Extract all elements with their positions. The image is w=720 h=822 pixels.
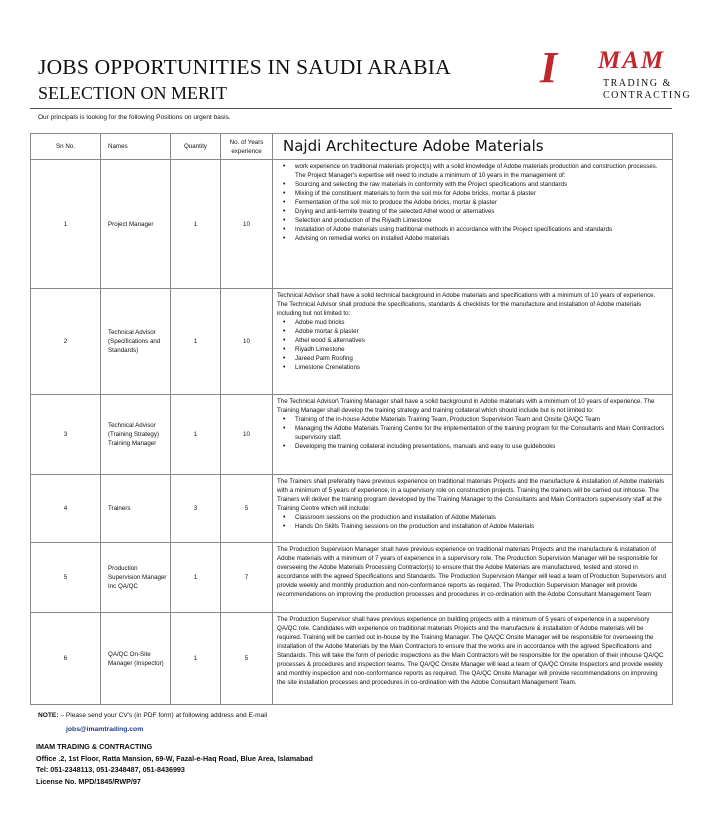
row-experience: 5 [221,475,273,543]
header [38,54,451,104]
row-quantity: 1 [171,613,221,705]
desc-bullet: • Adobe mortar & plaster [287,327,666,336]
row-quantity: 1 [171,289,221,395]
logo-line3: CONTRACTING [603,90,692,101]
row-description [273,543,673,613]
note [38,712,267,719]
page-subtitle: SELECTION ON MERIT [38,83,227,103]
desc-bullet: • Training of the in-house Adobe Materials Training Team, Production Supervision Team and Onsite QA/QC Team [287,415,666,424]
row-quantity: 3 [171,475,221,543]
page-title: JOBS OPPORTUNITIES IN SAUDI ARABIA [38,55,451,79]
desc-intro: Technical Advisor shall have a solid technical background in Adobe materials and specifications with a minimum of 10 years of experience. The Technical Advisor shall produce the specifications, standards & checklists for the manufacture and installation of Adobe materials including but not limited to: [277,292,656,317]
note-text: – Please send your CV's (in PDF form) at following address and E-mail [58,712,268,719]
row-experience: 10 [221,160,273,289]
row-name: Trainers [101,475,171,543]
table-row [31,543,673,613]
table-row [31,160,673,289]
desc-bullet: • Mixing of the constituent materials to form the soil mix for Adobe bricks, mortar & plaster [287,189,666,198]
desc-bullet: • work experience on traditional materials project(s) with a solid knowledge of Adobe materials production and construction processes. The Project Manager's expertise will need to include a minimum of 10 years in the management of: [287,162,666,180]
row-sn: 2 [31,289,101,395]
desc-intro: The Technical Advisor\ Training Manager shall have a solid background in Adobe materials with a minimum of 10 years of experience. The Training Manager shall develop the training strategy and training collateral which should include but is not limited to: [277,398,655,414]
row-experience: 10 [221,395,273,475]
desc-intro: The Trainers shall preferably have previous experience on traditional materials Projects and the manufacture & installation of Adobe materials with a minimum of 5 years of experience, in a supervisory role on construction projects. Training the trainers will be carried out inhouse. The Trainers will deliver the training program developed by the Training Manager to the Consultants and Main Contractors supervisory staff at the Training Centre which will include: [277,478,664,512]
row-experience: 10 [221,289,273,395]
desc-bullet: • Classroom sessions on the production and installation of Adobe Materials [287,513,666,522]
intro-text: Our principals is looking for the following Positions on urgent basis. [38,114,231,121]
company-license: License No. MPD/1845/RWP/97 [36,776,141,786]
desc-bullet: • Athel wood & alternatives [287,336,666,345]
company-info [36,741,313,787]
row-sn: 6 [31,613,101,705]
table-row [31,475,673,543]
row-quantity: 1 [171,543,221,613]
row-name: QA/QC On-Site Manager (Inspector) [101,613,171,705]
row-sn: 5 [31,543,101,613]
desc-bullet: • Limestone Crenelations [287,363,666,372]
row-name: Technical Advisor (Specifications and Standards) [101,289,171,395]
header-experience: No. of Years experience [221,134,273,160]
desc-bullet: • Jareed Palm Roofing [287,354,666,363]
row-description [273,613,673,705]
row-experience: 7 [221,543,273,613]
desc-bullet: • Managing the Adobe Materials Training Centre for the implementation of the training program for the Consultants and Main Contractors supervisory staff. [287,424,666,442]
logo-mark: I [540,43,558,92]
desc-bullet: • Hands On Skills Training sessions on the production and installation of Adobe Materials [287,522,666,531]
desc-intro: The Production Supervision Manager shall have previous experience on traditional materials Projects and the manufacture & installation of Adobe materials with a minimum of 7 years of experience in a supervisory role. The Production Supervision Manager will be responsible for overseeing the Adobe Materials Processing Contractor(s) to ensure that the Adobe Materials are manufactured, tested and stored in accordance with the agreed Specifications and Standards. The Production Supervision Manger will lead a team of Production Supervisors and provide weekly and monthly production and non-conformance reports as required. The Production Supervision Manager will provide recommendations on improving the production processes and procedures in co-ordination with the Adobe Consultant Management Team [277,546,666,598]
row-description [273,160,673,289]
desc-bullet: • Adobe mud bricks [287,318,666,327]
row-name: Project Manager [101,160,171,289]
row-sn: 1 [31,160,101,289]
row-name: Production Supervision Manager Inc QA/QC [101,543,171,613]
row-sn: 4 [31,475,101,543]
company-name: IMAM TRADING & CONTRACTING [36,742,153,751]
desc-bullet: • Selection and production of the Riyadh Limestone [287,216,666,225]
desc-bullet: • Riyadh Limestone [287,345,666,354]
row-sn: 3 [31,395,101,475]
table-row [31,289,673,395]
desc-bullet: • Sourcing and selecting the raw materials in conformity with the Project specifications and standards [287,180,666,189]
desc-bullet: • Fermentation of the soil mix to produce the Adobe bricks, mortar & plaster [287,198,666,207]
row-name: Technical Advisor (Training Strategy) Training Manager [101,395,171,475]
desc-bullet: • Advising on remedial works on installed Adobe materials [287,234,666,243]
table-header-row [31,134,673,160]
desc-bullet: • Developing the training collateral including presentations, manuals and easy to use guidebooks [287,442,666,451]
header-sn: Sn No. [31,134,101,160]
logo-line2: TRADING & [603,78,672,89]
company-address: Office .2, 1st Floor, Ratta Mansion, 69-W, Fazal-e-Haq Road, Blue Area, Islamabad [36,753,313,763]
header-names: Names [101,134,171,160]
desc-bullet: • Installation of Adobe materials using traditional methods in accordance with the Project specifications and standards [287,225,666,234]
row-quantity: 1 [171,395,221,475]
row-description [273,395,673,475]
row-experience: 5 [221,613,273,705]
email-link[interactable]: jobs@imamtrading.com [66,726,144,733]
logo-name: MAM [598,47,666,74]
desc-bullet: • Drying and anti-termite treating of the selected Athel wood or alternatives [287,207,666,216]
desc-intro: The Production Supervisor shall have previous experience on building projects with a minimum of 5 years of experience in a supervisory QA/QC role. Candidates with experience on traditional materials Projects and the manufacture & installation of Adobe materials will be required. Training will be carried out in-house by the Training Manager. The QA/QC Onsite Manager will be responsible for overseeing the installation of the Adobe Materials by the Main Contractors to ensure that the works are in accordance with the agreed Specifications and Standards. This will take the form of periodic inspections as the Main Contractors will be responsible for the operation of their inhouse QA/QC processes & procedures and inspection teams. The QA/QC Onsite Manager will lead a team of QA/QC Onsite Inspectors and provide weekly and monthly inspection and non-conformance reports as required. The QA/QC Onsite Manager will provide recommendations on improving the site installation processes and procedures in co-ordination with the Adobe Consultant Management Team. [277,616,664,686]
jobs-table [30,133,673,705]
company-tel: Tel: 051-2348113, 051-2348487, 051-8436993 [36,765,185,774]
note-label: NOTE: [38,712,59,719]
header-divider [30,108,672,109]
company-logo [540,42,692,104]
row-description [273,475,673,543]
row-description [273,289,673,395]
header-project: Najdi Architecture Adobe Materials [273,134,673,160]
row-quantity: 1 [171,160,221,289]
header-quantity: Quantity [171,134,221,160]
table-row [31,395,673,475]
table-row [31,613,673,705]
